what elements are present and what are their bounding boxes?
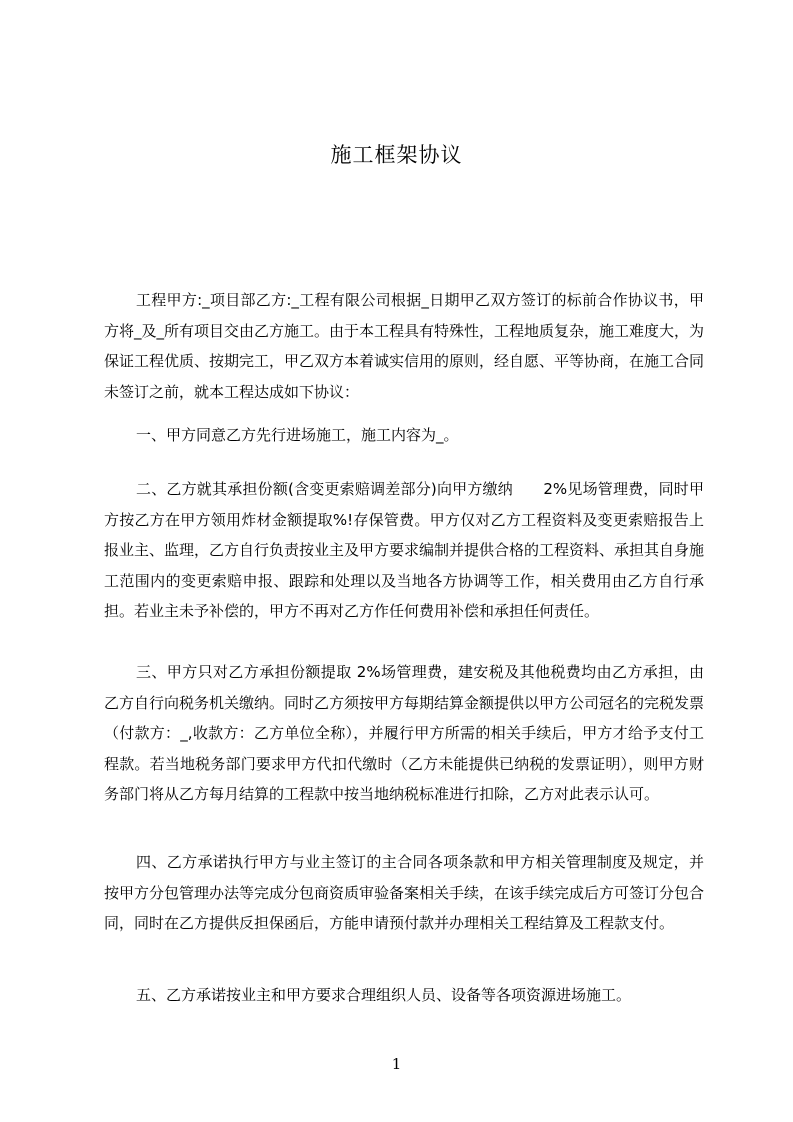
clause-2-paragraph: 二、乙方就其承担份额(含变更索赔调差部分)向甲方缴纳 2%见场管理费，同时甲方按乙方在甲方领用炸材金额提取%!存保管费。甲方仅对乙方工程资料及变更索赔报告上报业主、监理，乙方自行负责按业主及甲方要求编制并提供合格的工程资料、承担其自身施工范围内的变更索赔申报、跟踪和处理以及当地各方协调等工作，相关费用由乙方自行承担。若业主未予补偿的，甲方不再对乙方作任何费用补偿和承担任何责任。 xyxy=(104,480,705,620)
page-number: 1 xyxy=(391,1055,402,1073)
clause-4-paragraph: 四、乙方承诺执行甲方与业主签订的主合同各项条款和甲方相关管理制度及规定，并按甲方分包管理办法等完成分包商资质审验备案相关手续，在该手续完成后方可签订分包合同，同时在乙方提供反担保函后，方能申请预付款并办理相关工程结算及工程款支付。 xyxy=(104,853,705,932)
document-title: 施工框架协议 xyxy=(330,143,463,167)
clause-5-paragraph: 五、乙方承诺按业主和甲方要求合理组织人员、设备等各项资源进场施工。 xyxy=(136,986,632,1004)
intro-paragraph: 工程甲方:_项目部乙方:_工程有限公司根据_日期甲乙双方签订的标前合作协议书，甲方将_及_所有项目交由乙方施工。由于本工程具有特殊性，工程地质复杂，施工难度大，为保证工程优质、按期完工，甲乙双方本着诚实信用的原则，经自愿、平等协商，在施工合同未签订之前，就本工程达成如下协议： xyxy=(104,291,705,401)
clause-1-paragraph: 一、甲方同意乙方先行进场施工，施工内容为_。 xyxy=(136,426,459,444)
clause-3-paragraph: 三、甲方只对乙方承担份额提取 2%场管理费，建安税及其他税费均由乙方承担，由乙方自行向税务机关缴纳。同时乙方须按甲方每期结算金额提供以甲方公司冠名的完税发票（付款方：_,收款方：乙方单位全称），并履行甲方所需的相关手续后，甲方才给予支付工程款。若当地税务部门要求甲方代扣代缴时（乙方未能提供已纳税的发票证明），则甲方财务部门将从乙方每月结算的工程款中按当地纳税标准进行扣除，乙方对此表示认可。 xyxy=(104,663,705,803)
